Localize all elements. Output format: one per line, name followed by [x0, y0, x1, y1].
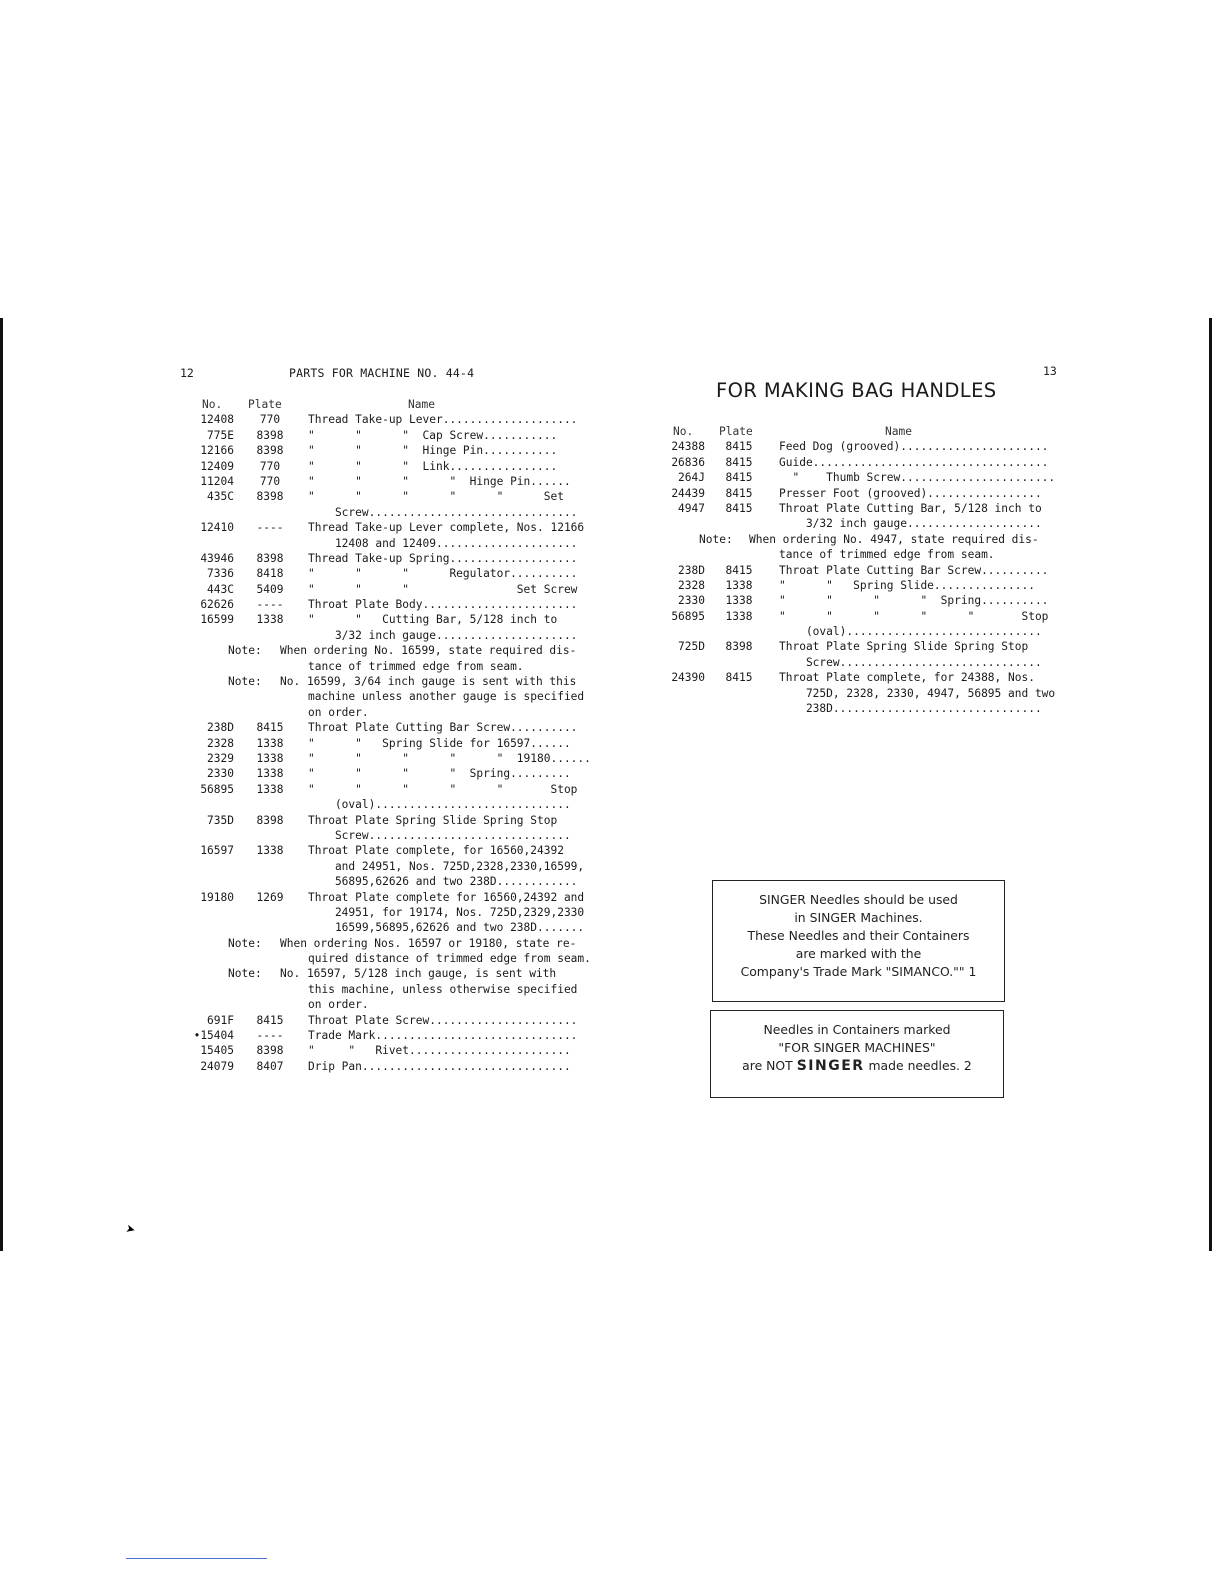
table-row [655, 470, 1060, 485]
table-row [180, 797, 590, 812]
table-row [655, 563, 1060, 578]
part-name: " " " Regulator.......... [308, 567, 578, 581]
header-plate: Plate [248, 398, 282, 411]
plate-number: 1338 [256, 782, 284, 796]
note-text: on order. [308, 998, 369, 1012]
plate-number: 8398 [256, 551, 284, 565]
note-row [180, 659, 590, 674]
notice-line: in SINGER Machines. [794, 910, 923, 925]
plate-number: 1338 [725, 594, 753, 608]
part-name: (oval)............................. [779, 625, 1042, 639]
part-name: Screw............................... [308, 505, 578, 519]
table-row [180, 597, 590, 612]
note-row [180, 997, 590, 1012]
table-row [180, 566, 590, 581]
note-row [655, 547, 1060, 562]
table-row [655, 501, 1060, 516]
part-name: Throat Plate complete, for 24388, Nos. [779, 671, 1035, 685]
notice-line: Needles in Containers marked [763, 1022, 951, 1037]
note-row [180, 951, 590, 966]
part-name: Guide................................... [779, 455, 1049, 469]
part-number: 443C [207, 582, 234, 596]
part-name: and 24951, Nos. 725D,2328,2330,16599, [308, 859, 585, 873]
part-name: 56895,62626 and two 238D............ [308, 875, 578, 889]
running-head: PARTS FOR MACHINE NO. 44-4 [289, 366, 475, 380]
part-number: 19180 [200, 890, 234, 904]
note-row [180, 966, 590, 981]
not-singer-notice [710, 1010, 1004, 1098]
part-name: Throat Plate Spring Slide Spring Stop [779, 640, 1029, 654]
part-name: " " " Hinge Pin........... [308, 444, 558, 458]
note-text: this machine, unless otherwise specified [308, 982, 578, 996]
table-row [655, 655, 1060, 670]
plate-number: 5409 [256, 582, 284, 596]
part-number: 4947 [678, 501, 705, 515]
table-row [180, 520, 590, 535]
table-row [180, 782, 590, 797]
note-text: When ordering No. 16599, state required dis- [280, 644, 577, 658]
table-row [180, 1059, 590, 1074]
table-row [180, 1043, 590, 1058]
plate-number: 770 [259, 474, 281, 488]
plate-number: 8415 [256, 1013, 284, 1027]
part-name: " " Rivet........................ [308, 1044, 571, 1058]
page-title: FOR MAKING BAG HANDLES [716, 379, 997, 402]
notice-line [711, 1057, 1003, 1075]
note-text: When ordering Nos. 16597 or 19180, state re- [280, 936, 577, 950]
plate-number: 8418 [256, 567, 284, 581]
table-row [180, 443, 590, 458]
table-row [180, 536, 590, 551]
notice-line: These Needles and their Containers [747, 928, 970, 943]
part-number: 24439 [671, 486, 705, 500]
note-text: When ordering No. 4947, state required dis- [749, 532, 1039, 546]
plate-number: 8415 [725, 486, 753, 500]
part-number: 735D [207, 813, 234, 827]
page-number-right: 13 [1043, 364, 1057, 378]
table-row [180, 474, 590, 489]
part-name: " " Cutting Bar, 5/128 inch to [308, 613, 558, 627]
table-row [180, 751, 590, 766]
part-name: " " " Cap Screw........... [308, 428, 558, 442]
plate-number: 1338 [256, 767, 284, 781]
parts-table-left [180, 397, 590, 1074]
plate-number: 8407 [256, 1059, 284, 1073]
table-row [180, 843, 590, 858]
part-name: " " " " " Stop [308, 782, 578, 796]
part-number: 15405 [200, 1044, 234, 1058]
plate-number: 1338 [256, 613, 284, 627]
plate-number: 8415 [725, 471, 753, 485]
part-number: 62626 [200, 598, 234, 612]
part-number: 24390 [671, 671, 705, 685]
scan-edge-left [0, 318, 3, 1251]
plate-number: 1338 [256, 736, 284, 750]
parts-table-right [655, 424, 1060, 716]
plate-number: 8415 [725, 563, 753, 577]
table-row [655, 455, 1060, 470]
table-row [180, 874, 590, 889]
table-row [180, 459, 590, 474]
plate-number: 770 [259, 459, 281, 473]
part-number: 56895 [671, 609, 705, 623]
table-row [655, 593, 1060, 608]
table-row [655, 624, 1060, 639]
note-label: Note: [228, 644, 262, 658]
plate-number: ---- [256, 521, 284, 535]
part-number: 12409 [200, 459, 234, 473]
note-label: Note: [228, 675, 262, 689]
part-number: 11204 [200, 474, 234, 488]
part-name: Throat Plate Cutting Bar Screw.......... [779, 563, 1049, 577]
part-name: " " " " " Stop [779, 609, 1049, 623]
singer-brand-text: SINGER [796, 1058, 865, 1074]
scan-underline [126, 1558, 267, 1559]
part-number: 16599 [200, 613, 234, 627]
part-name: Throat Plate Spring Slide Spring Stop [308, 813, 558, 827]
note-text: machine unless another gauge is specified [308, 690, 585, 704]
plate-number: 8415 [725, 440, 753, 454]
plate-number: 770 [259, 413, 281, 427]
table-row [180, 720, 590, 735]
header-name: Name [408, 398, 435, 411]
note-row [180, 936, 590, 951]
plate-number: 8415 [256, 721, 284, 735]
plate-number: 8398 [256, 428, 284, 442]
notice-text: are NOT [742, 1058, 793, 1073]
table-row [180, 551, 590, 566]
part-name: " " " " " Set [308, 490, 564, 504]
table-row [180, 736, 590, 751]
plate-number: 8398 [256, 490, 284, 504]
part-name: Throat Plate Screw...................... [308, 1013, 578, 1027]
part-name: 16599,56895,62626 and two 238D....... [308, 921, 585, 935]
table-header [180, 397, 590, 412]
part-number: 2329 [207, 751, 234, 765]
singer-needles-notice [712, 880, 1005, 1002]
part-name: 12408 and 12409..................... [308, 536, 578, 550]
table-row [180, 489, 590, 504]
header-name: Name [885, 425, 912, 438]
part-number: 264J [678, 471, 705, 485]
part-number: 725D [678, 640, 705, 654]
note-text: tance of trimmed edge from seam. [779, 548, 995, 562]
part-name: Throat Plate complete for 16560,24392 and [308, 890, 585, 904]
table-row [655, 609, 1060, 624]
part-name: Throat Plate Cutting Bar, 5/128 inch to [779, 501, 1042, 515]
table-row [180, 890, 590, 905]
plate-number: 1338 [256, 844, 284, 858]
table-row [180, 582, 590, 597]
plate-number: 1338 [256, 751, 284, 765]
part-number: 2330 [207, 767, 234, 781]
table-row [655, 686, 1060, 701]
plate-number: ---- [256, 1029, 284, 1043]
part-number: 238D [678, 563, 705, 577]
table-row [655, 578, 1060, 593]
part-name: Screw.............................. [779, 655, 1042, 669]
note-text: No. 16597, 5/128 inch gauge, is sent with [280, 967, 557, 981]
part-name: Drip Pan............................... [308, 1059, 571, 1073]
part-name: Thread Take-up Lever complete, Nos. 12166 [308, 521, 585, 535]
notice-text: made needles. 2 [868, 1058, 972, 1073]
table-row [180, 920, 590, 935]
note-text: tance of trimmed edge from seam. [308, 659, 524, 673]
table-row [180, 412, 590, 427]
table-row [655, 486, 1060, 501]
part-name: " " " " Hinge Pin...... [308, 474, 571, 488]
note-row [180, 689, 590, 704]
table-row [655, 670, 1060, 685]
part-name: 3/32 inch gauge.................... [779, 517, 1042, 531]
plate-number: 8398 [256, 1044, 284, 1058]
part-number: 12410 [200, 521, 234, 535]
part-name: " " " Set Screw [308, 582, 578, 596]
table-row [655, 701, 1060, 716]
part-name: Trade Mark.............................. [308, 1029, 578, 1043]
part-name: " " " Link................ [308, 459, 558, 473]
part-number: 26836 [671, 455, 705, 469]
header-no: No. [202, 398, 223, 411]
part-number: 435C [207, 490, 234, 504]
part-name: Throat Plate Cutting Bar Screw.......... [308, 721, 578, 735]
part-name: Screw.............................. [308, 828, 571, 842]
part-number: 24079 [200, 1059, 234, 1073]
part-number: 43946 [200, 551, 234, 565]
table-row [180, 905, 590, 920]
table-row [180, 1028, 590, 1043]
part-name: 238D............................... [779, 702, 1042, 716]
part-number: •15404 [193, 1029, 234, 1043]
part-name: " " Spring Slide for 16597...... [308, 736, 571, 750]
note-label: Note: [228, 936, 262, 950]
table-row [655, 516, 1060, 531]
plate-number: 1269 [256, 890, 284, 904]
part-name: Thread Take-up Spring................... [308, 551, 578, 565]
part-number: 775E [207, 428, 234, 442]
note-row [180, 705, 590, 720]
table-row [180, 766, 590, 781]
notice-line: SINGER Needles should be used [759, 892, 958, 907]
plate-number: 8415 [725, 501, 753, 515]
table-row [655, 439, 1060, 454]
table-header [655, 424, 1060, 439]
table-row [655, 639, 1060, 654]
note-label: Note: [699, 532, 733, 546]
part-name: Throat Plate complete, for 16560,24392 [308, 844, 564, 858]
notice-line: are marked with the [795, 946, 922, 961]
header-no: No. [673, 425, 694, 438]
notice-line: "FOR SINGER MACHINES" [778, 1040, 936, 1055]
part-number: 24388 [671, 440, 705, 454]
part-name: Presser Foot (grooved)................. [779, 486, 1042, 500]
part-number: 7336 [207, 567, 234, 581]
part-number: 2330 [678, 594, 705, 608]
notice-line: Company's Trade Mark "SIMANCO."" 1 [740, 964, 977, 979]
part-name: 725D, 2328, 2330, 4947, 56895 and two [779, 686, 1056, 700]
part-name: " " Spring Slide............... [779, 578, 1035, 592]
part-number: 2328 [207, 736, 234, 750]
table-row [180, 813, 590, 828]
part-number: 691F [207, 1013, 234, 1027]
table-row [180, 1013, 590, 1028]
note-text: quired distance of trimmed edge from seam. [308, 952, 591, 966]
part-name: (oval)............................. [308, 798, 571, 812]
plate-number: 8415 [725, 671, 753, 685]
part-number: 238D [207, 721, 234, 735]
part-name: Feed Dog (grooved)...................... [779, 440, 1049, 454]
plate-number: ---- [256, 598, 284, 612]
table-row [180, 428, 590, 443]
note-text: on order. [308, 705, 369, 719]
note-text: No. 16599, 3/64 inch gauge is sent with this [280, 675, 577, 689]
part-name: 24951, for 19174, Nos. 725D,2329,2330 [308, 905, 585, 919]
plate-number: 8398 [725, 640, 753, 654]
part-name: " " " " Spring.......... [779, 594, 1049, 608]
table-row [180, 612, 590, 627]
note-row [180, 674, 590, 689]
note-row [180, 643, 590, 658]
part-name: Thread Take-up Lever.................... [308, 413, 578, 427]
table-row [180, 859, 590, 874]
scan-edge-right [1209, 318, 1212, 1251]
part-number: 12408 [200, 413, 234, 427]
note-row [180, 982, 590, 997]
part-name: " " " " Spring......... [308, 767, 571, 781]
part-name: " Thumb Screw....................... [779, 471, 1056, 485]
plate-number: 1338 [725, 609, 753, 623]
scan-arrow-mark: ➤ [123, 1219, 138, 1240]
part-name: 3/32 inch gauge..................... [308, 628, 578, 642]
part-name: Throat Plate Body....................... [308, 598, 578, 612]
plate-number: 1338 [725, 578, 753, 592]
page-number-left: 12 [180, 366, 194, 380]
part-name: " " " " " 19180...... [308, 751, 591, 765]
part-number: 16597 [200, 844, 234, 858]
plate-number: 8398 [256, 813, 284, 827]
note-label: Note: [228, 967, 262, 981]
plate-number: 8398 [256, 444, 284, 458]
table-row [180, 505, 590, 520]
plate-number: 8415 [725, 455, 753, 469]
table-row [180, 828, 590, 843]
note-row [655, 532, 1060, 547]
part-number: 56895 [200, 782, 234, 796]
part-number: 2328 [678, 578, 705, 592]
part-number: 12166 [200, 444, 234, 458]
header-plate: Plate [719, 425, 753, 438]
table-row [180, 628, 590, 643]
